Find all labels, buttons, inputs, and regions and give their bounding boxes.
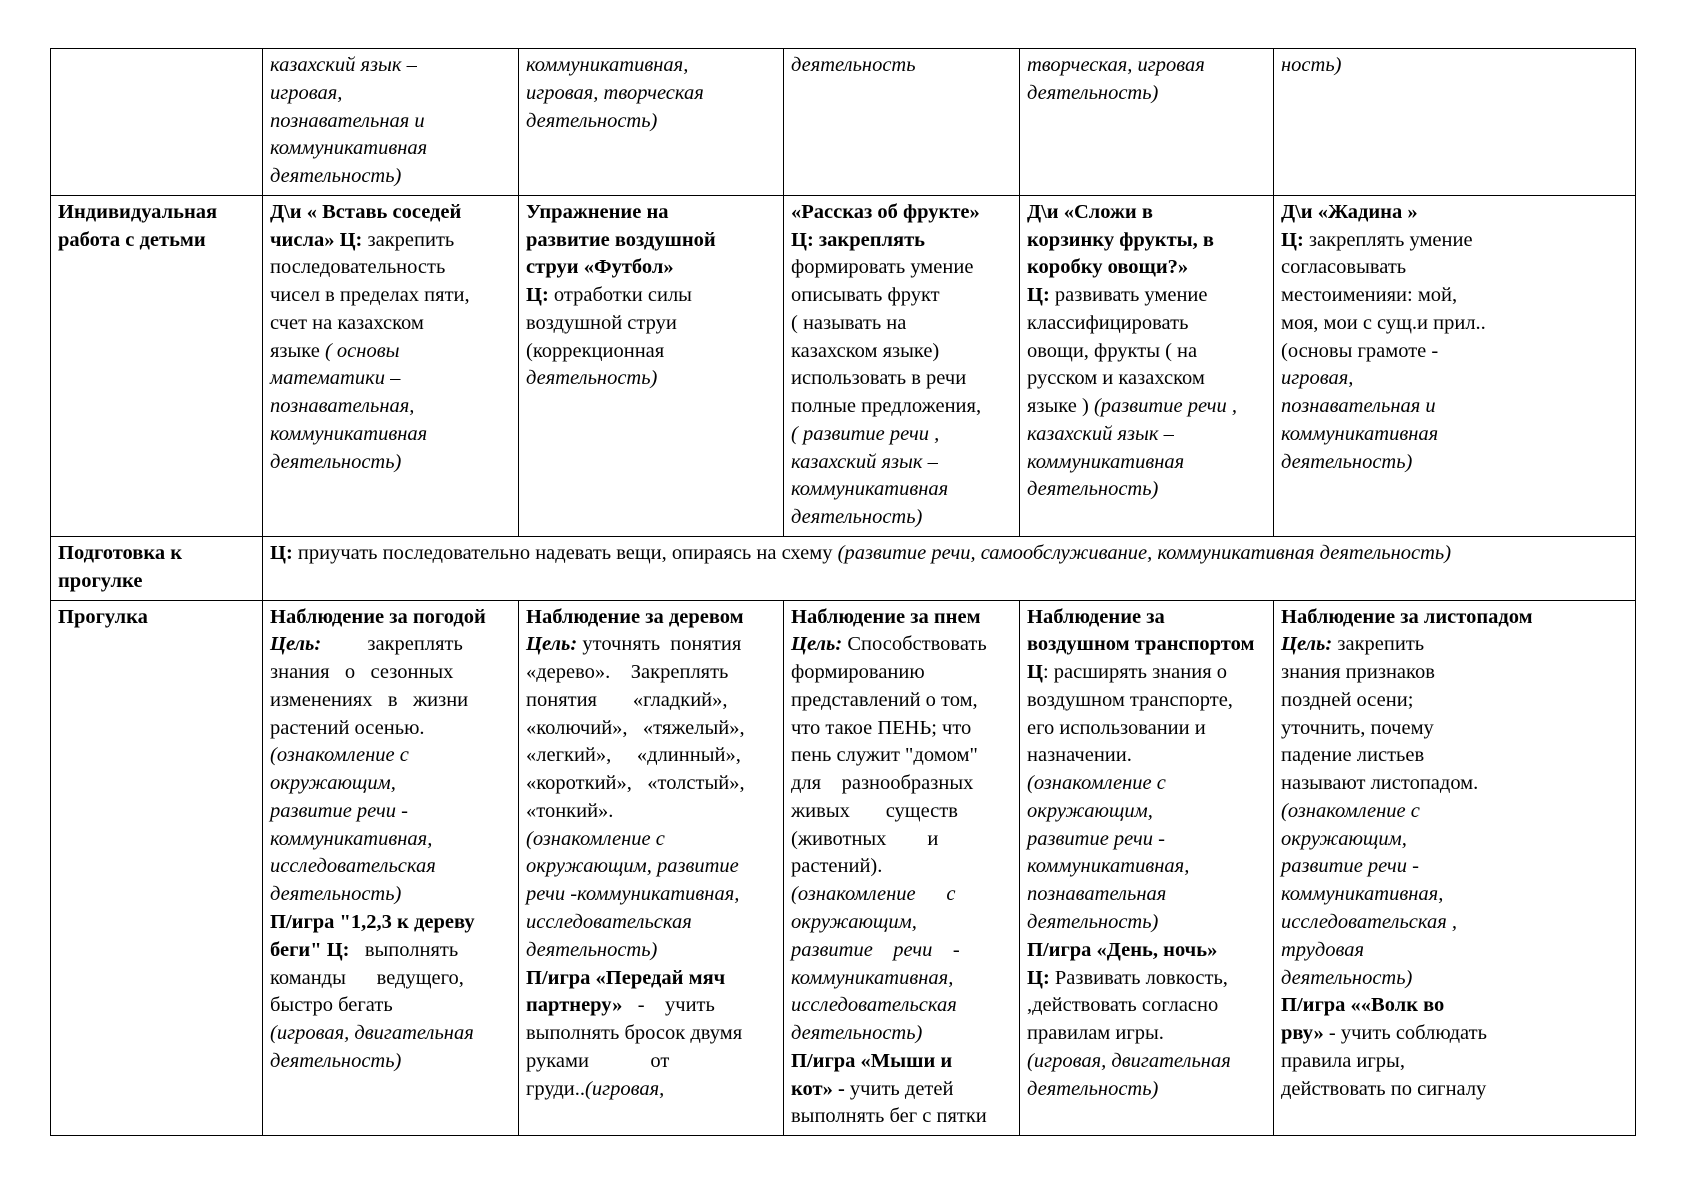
cell-walk-preparation-text: Ц: приучать последовательно надевать вещи, опираясь на схему (развитие речи, самообслуживание, коммуникативная деятельность)	[263, 537, 1636, 601]
cell-continuation-activity: деятельность	[784, 49, 1020, 196]
table-row-continuation	[51, 49, 1636, 196]
cell-individual-breathing: Упражнение на развитие воздушной струи «Футбол» Ц: отработки силы воздушной струи (коррекционная деятельность)	[519, 195, 784, 536]
observation-title-leaf-fall: Наблюдение за листопадом	[1281, 605, 1533, 628]
cell-walk-air-transport: Наблюдение за воздушном транспортом Ц: расширять знания о воздушном транспорте, его использовании и назначении. (ознакомление с окружающим, развитие речи - коммуникативная, познавательная деятельность) П/игра «День, ночь» Ц: Развивать ловкость, ,действовать согласно правилам игры. (игровая, двигательная деятельность)	[1020, 600, 1274, 1136]
cell-walk-leaf-fall: Наблюдение за листопадом Цель: закрепить знания признаков поздней осени; уточнить, почему падение листьев называют листопадом. (ознакомление с окружающим, развитие речи - коммуникативная, исследовательская , трудовая деятельность) П/игра ««Волк во рву» - учить соблюдать правила игры, действовать по сигналу	[1274, 600, 1636, 1136]
cell-walk-weather: Наблюдение за погодой Цель: закреплять знания о сезонных изменениях в жизни растений осенью. (ознакомление с окружающим, развитие речи - коммуникативная, исследовательская деятельность) П/игра "1,2,3 к дереву беги" Ц: выполнять команды ведущего, быстро бегать (игровая, двигательная деятельность)	[263, 600, 519, 1136]
row-label-walk: Прогулка	[51, 600, 263, 1136]
observation-title-stump: Наблюдение за пнем	[791, 605, 981, 628]
cell-continuation-kazakh: казахский язык – игровая, познавательная и коммуникативная деятельность)	[263, 49, 519, 196]
game-title: П/игра «День, ночь»	[1027, 938, 1218, 961]
goal-marker: Ц:	[270, 542, 293, 565]
goal-marker: Ц:	[1281, 228, 1304, 251]
table-row-walk-preparation	[51, 537, 1636, 601]
cell-individual-math: Д\и « Вставь соседей числа» Ц: закрепить последовательность чисел в пределах пяти, счет на казахском языке ( основы математики – познавательная, коммуникативная деятельность)	[263, 195, 519, 536]
game-title: П/игра «Мыши и	[791, 1049, 953, 1072]
table-row-individual-work	[51, 195, 1636, 536]
game-title: П/игра «Передай мяч	[526, 966, 726, 989]
purpose-marker: Цель:	[791, 633, 843, 656]
cell-individual-fruit-story: «Рассказ об фрукте» Ц: закреплять формировать умение описывать фрукт ( называть на казахском языке) использовать в речи полные предложения, ( развитие речи , казахский язык – коммуникативная деятельность)	[784, 195, 1020, 536]
goal-marker: числа» Ц:	[270, 228, 363, 251]
cell-continuation-nost: ность)	[1274, 49, 1636, 196]
cell-walk-tree: Наблюдение за деревом Цель: уточнять понятия «дерево». Закреплять понятия «гладкий», «колючий», «тяжелый», «легкий», «длинный», «короткий», «толстый», «тонкий». (ознакомление с окружающим, развитие речи -коммуникативная, исследовательская деятельность) П/игра «Передай мяч партнеру» - учить выполнять бросок двумя руками от груди..(игровая,	[519, 600, 784, 1136]
goal-marker: Ц	[1027, 661, 1043, 684]
activity-types: (развитие речи, самообслуживание, коммуникативная деятельность)	[837, 542, 1452, 565]
cell-continuation-communicative: коммуникативная, игровая, творческая деятельность)	[519, 49, 784, 196]
purpose-marker: Цель:	[526, 633, 578, 656]
lesson-plan-table	[50, 48, 1636, 1136]
observation-title-air-transport: Наблюдение за воздушном транспортом	[1027, 605, 1255, 656]
cell-individual-basket: Д\и «Сложи в корзинку фрукты, в коробку овощи?» Ц: развивать умение классифицировать овощи, фрукты ( на русском и казахском языке ) (развитие речи , казахский язык – коммуникативная деятельность)	[1020, 195, 1274, 536]
game-title: П/игра ««Волк во	[1281, 994, 1445, 1017]
game-title: П/игра "1,2,3 к дереву	[270, 910, 475, 933]
row-label-individual-work: Индивидуальная работа с детьми	[51, 195, 263, 536]
observation-title-tree: Наблюдение за деревом	[526, 605, 744, 628]
purpose-marker: Цель:	[1281, 633, 1333, 656]
purpose-marker: Цель:	[270, 633, 322, 656]
goal-marker: Ц:	[526, 284, 549, 307]
row-label-text: Подготовка к прогулке	[58, 542, 183, 592]
observation-title-weather: Наблюдение за погодой	[270, 605, 486, 628]
cell-walk-stump: Наблюдение за пнем Цель: Способствовать формированию представлений о том, что такое ПЕНЬ; что пень служит "домом" для разнообразных живых существ (животных и растений). (ознакомление с окружающим, развитие речи - коммуникативная, исследовательская деятельность) П/игра «Мыши и кот» - учить детей выполнять бег с пятки	[784, 600, 1020, 1136]
row-label-walk-preparation	[51, 537, 263, 601]
row-label-empty	[51, 49, 263, 196]
cell-individual-zhadina: Д\и «Жадина » Ц: закреплять умение согласовывать местоименияи: мой, моя, мои с сущ.и прил.. (основы грамоте - игровая, познавательная и коммуникативная деятельность)	[1274, 195, 1636, 536]
table-row-walk	[51, 600, 1636, 1136]
goal-marker: Ц:	[1027, 284, 1050, 307]
cell-continuation-creative: творческая, игровая деятельность)	[1020, 49, 1274, 196]
